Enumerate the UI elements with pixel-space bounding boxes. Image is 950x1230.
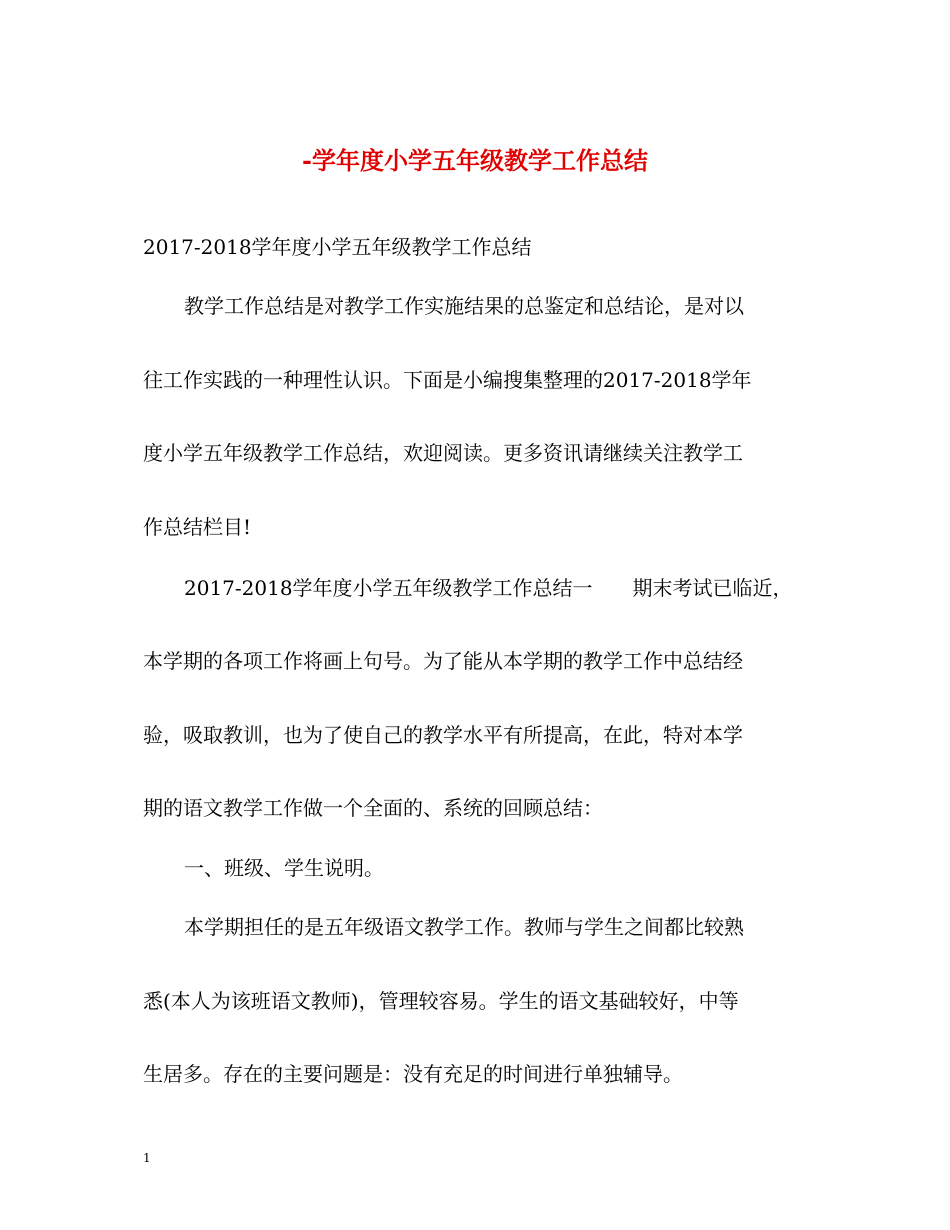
paragraph-line: 期的语文教学工作做一个全面的、系统的回顾总结： — [143, 796, 603, 820]
paragraph-line: 验，吸取教训，也为了使自己的教学水平有所提高，在此，特对本学 — [143, 723, 743, 747]
section-heading: 一、班级、学生说明。 — [184, 856, 384, 880]
paragraph-line: 本学期的各项工作将画上句号。为了能从本学期的教学工作中总结经 — [143, 649, 743, 673]
paragraph-line: 本学期担任的是五年级语文教学工作。教师与学生之间都比较熟 — [184, 915, 744, 939]
paragraph-line: 2017-2018学年度小学五年级教学工作总结一 期末考试已临近， — [184, 576, 793, 600]
paragraph-line: 度小学五年级教学工作总结，欢迎阅读。更多资讯请继续关注教学工 — [143, 441, 743, 465]
page-number: 1 — [143, 1151, 151, 1165]
paragraph-line: 作总结栏目! — [143, 515, 252, 539]
document-title: -学年度小学五年级教学工作总结 — [302, 146, 648, 175]
paragraph-line: 教学工作总结是对教学工作实施结果的总鉴定和总结论，是对以 — [184, 294, 744, 318]
subtitle-line: 2017-2018学年度小学五年级教学工作总结 — [143, 235, 532, 259]
paragraph-line: 悉(本人为该班语文教师)，管理较容易。学生的语文基础较好，中等 — [143, 989, 739, 1013]
paragraph-line: 往工作实践的一种理性认识。下面是小编搜集整理的2017-2018学年 — [143, 368, 752, 392]
paragraph-line: 生居多。存在的主要问题是：没有充足的时间进行单独辅导。 — [143, 1062, 683, 1086]
